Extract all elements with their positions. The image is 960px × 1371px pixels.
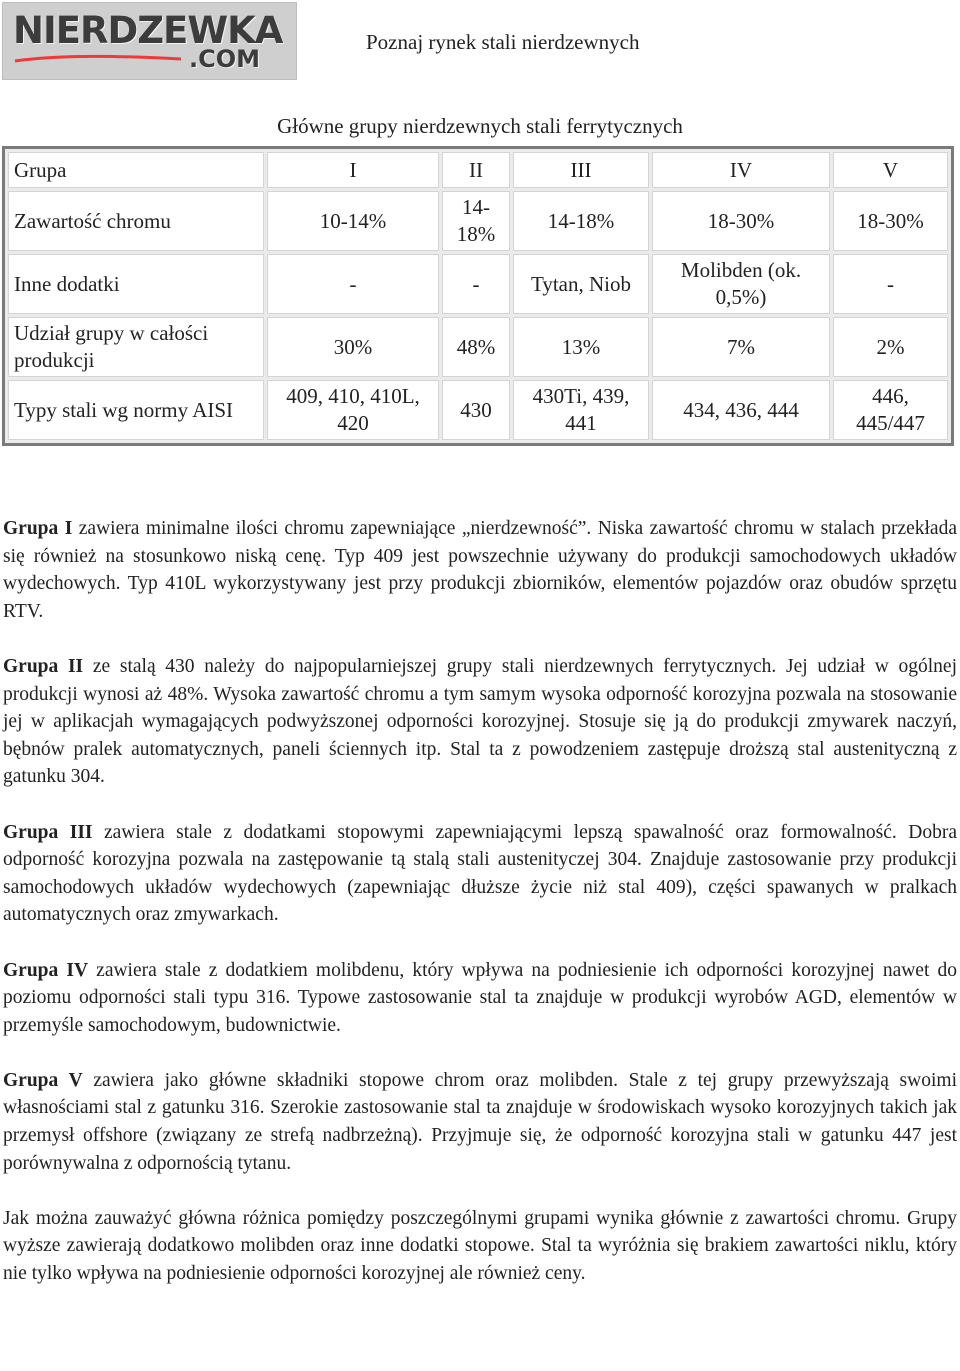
table-cell: 446, 445/447 (833, 380, 948, 440)
table-row (8, 317, 948, 377)
table-cell: III (513, 152, 649, 188)
table-cell: - (833, 254, 948, 314)
table-cell: 14-18% (513, 191, 649, 251)
paragraph-group-iv (3, 957, 957, 1040)
table-cell: 13% (513, 317, 649, 377)
paragraph-group-v (3, 1067, 957, 1177)
paragraph-lead: Grupa III (3, 821, 93, 843)
table-cell: 434, 436, 444 (652, 380, 830, 440)
table-cell: II (442, 152, 510, 188)
paragraph-lead: Grupa IV (3, 959, 89, 981)
table-row (8, 152, 948, 188)
paragraph-group-i (3, 515, 957, 625)
logo-swoosh-icon (13, 51, 183, 67)
table-row (8, 254, 948, 314)
table-cell: 14-18% (442, 191, 510, 251)
table-cell: - (267, 254, 439, 314)
logo-wordmark: NIERDZEWKA (13, 9, 283, 52)
ferritic-groups-table (2, 146, 954, 446)
table-cell: 48% (442, 317, 510, 377)
paragraph-text: zawiera minimalne ilości chromu zapewniające „nierdzewność”. Niska zawartość chromu w stalach przekłada się również na stosunkowo niską cenę. Typ 409 jest powszechnie używany do produkcji samochodowych układów wydechowych. Typ 410L wykorzystywany jest przy produkcji zbiorników, elementów pojazdów oraz obudów sprzętu RTV. (3, 518, 957, 622)
paragraph-text: zawiera stale z dodatkami stopowymi zapewniającymi lepszą spawalność oraz formowalność. Dobra odporność korozyjna pozwala na zastępowanie tą stalą stali austenityczej 304. Znajduje zastosowanie przy produkcji samochodowych układów wydechowych (zapewniając dłuższe życie niż stal 409), części spawanych w pralkach automatycznych oraz zmywarkach. (3, 821, 957, 926)
row-label: Typy stali wg normy AISI (8, 380, 264, 440)
table-cell: 18-30% (652, 191, 830, 251)
table-cell: 2% (833, 317, 948, 377)
paragraph-group-ii (3, 653, 957, 791)
table-cell: 430Ti, 439, 441 (513, 380, 649, 440)
row-label: Inne dodatki (8, 254, 264, 314)
table-caption: Główne grupy nierdzewnych stali ferrytycznych (277, 114, 683, 138)
table-row (8, 380, 948, 440)
table-cell: 7% (652, 317, 830, 377)
row-label: Udział grupy w całości produkcji (8, 317, 264, 377)
paragraph-text: Jak można zauważyć główna różnica pomiędzy poszczególnymi grupami wynika głównie z zawartości chromu. Grupy wyższe zawierają dodatkowo molibden oraz inne dodatki stopowe. Stal ta wyróżnia się brakiem zawartości niklu, który nie tylko wpływa na podniesienie odporności korozyjnej ale również ceny. (3, 1207, 957, 1285)
paragraph-summary (3, 1205, 957, 1288)
row-label: Grupa (8, 152, 264, 188)
site-logo[interactable] (2, 2, 297, 80)
paragraph-text: zawiera jako główne składniki stopowe chrom oraz molibden. Stale z tej grupy przewyższają swoimi własnościami stal z gatunku 316. Szerokie zastosowanie stal ta znajduje w środowiskach wysoko korozyjnych takich jak przemysł offshore (związany ze strefą nadbrzeżną). Przyjmuje się, że odporność korozyjna stali w gatunku 447 jest porównywalna z odpornością tytanu. (3, 1069, 957, 1174)
row-label: Zawartość chromu (8, 191, 264, 251)
logo-domain: .COM (189, 45, 261, 73)
table-row (8, 191, 948, 251)
paragraph-text: ze stalą 430 należy do najpopularniejszej grupy stali nierdzewnych ferrytycznych. Jej udział w ogólnej produkcji wynosi aż 48%. Wysoka zawartość chromu a tym samym wysoka odporność korozyjna pozwala na stosowanie jej w aplikacjah wymagających podwyższonej odporności korozyjnej. Stosuje się ją do produkcji zmywarek naczyń, bębnów pralek automatycznych, paneli ściennych itp. Stal ta z powodzeniem zastępuje droższą stal austenityczną z gatunku 304. (3, 655, 957, 788)
paragraph-text: zawiera stale z dodatkiem molibdenu, który wpływa na podniesienie ich odporności korozyjnej nawet do poziomu odporności stali typu 316. Typowe zastosowanie stal ta znajduje w produkcji wyrobów AGD, elementów w przemyśle samochodowym, budownictwie. (3, 959, 957, 1036)
article-body (3, 515, 957, 1315)
table-cell: 18-30% (833, 191, 948, 251)
table-cell: Molibden (ok. 0,5%) (652, 254, 830, 314)
paragraph-group-iii (3, 819, 957, 929)
table-cell: V (833, 152, 948, 188)
table-cell: - (442, 254, 510, 314)
page-header-title: Poznaj rynek stali nierdzewnych (366, 30, 640, 54)
table-cell: 10-14% (267, 191, 439, 251)
paragraph-lead: Grupa I (3, 518, 73, 539)
table-cell: 430 (442, 380, 510, 440)
table-cell: 30% (267, 317, 439, 377)
paragraph-lead: Grupa V (3, 1069, 83, 1091)
table-cell: IV (652, 152, 830, 188)
table-cell: Tytan, Niob (513, 254, 649, 314)
table-cell: 409, 410, 410L, 420 (267, 380, 439, 440)
paragraph-lead: Grupa II (3, 655, 84, 677)
table-cell: I (267, 152, 439, 188)
